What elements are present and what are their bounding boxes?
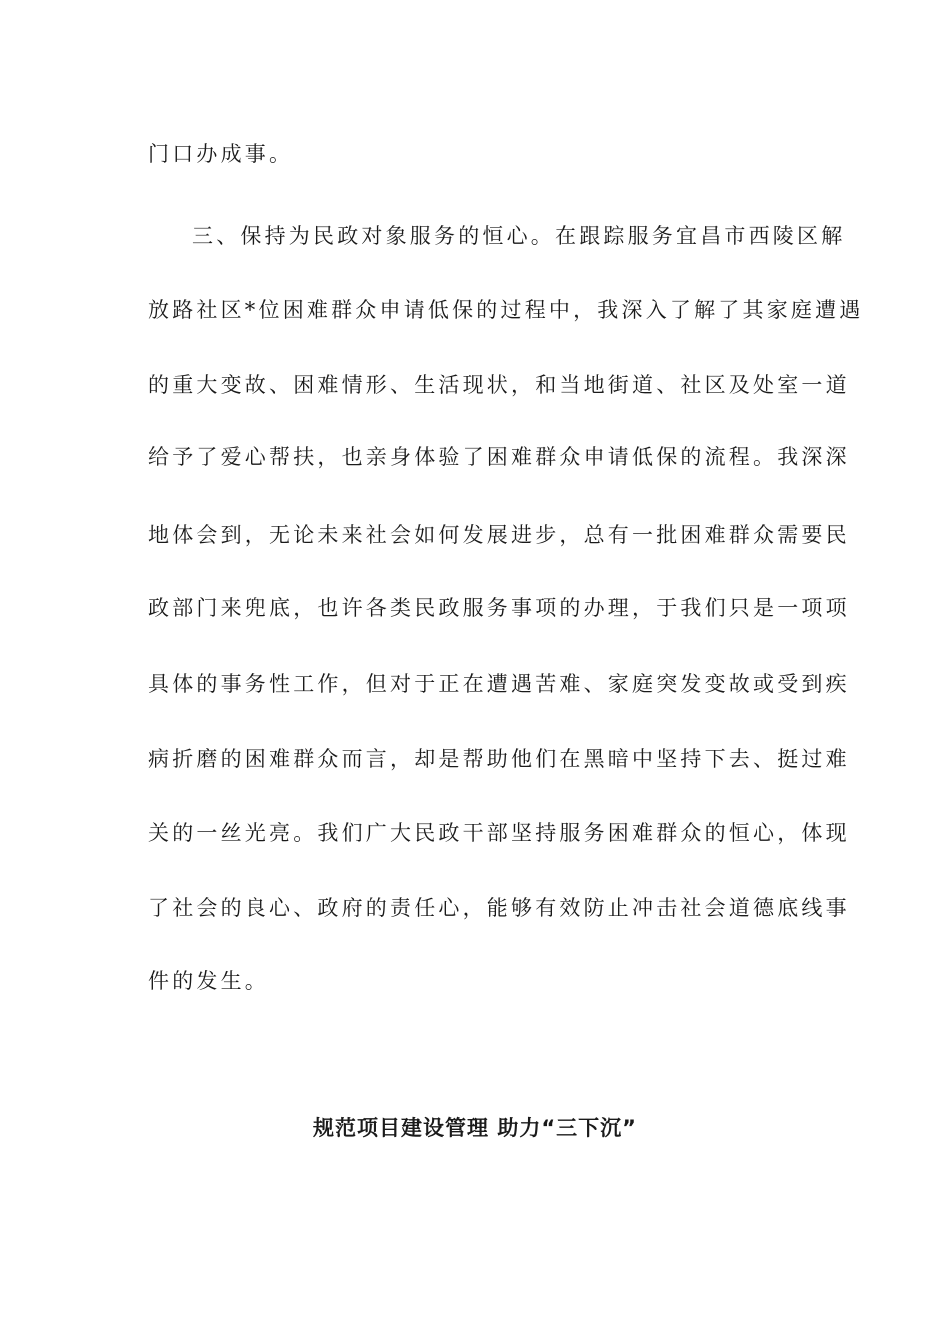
text-line-9: 病折磨的困难群众而言，却是帮助他们在黑暗中坚持下去、挺过难 <box>148 747 850 771</box>
text-line-2: 三、保持为民政对象服务的恒心。在跟踪服务宜昌市西陵区解 <box>192 224 846 248</box>
text-line-10: 关的一丝光亮。我们广大民政干部坚持服务困难群众的恒心，体现 <box>148 821 850 845</box>
text-line-6: 地体会到，无论未来社会如何发展进步，总有一批困难群众需要民 <box>148 523 850 547</box>
text-line-8: 具体的事务性工作，但对于正在遭遇苦难、家庭突发变故或受到疾 <box>148 672 850 696</box>
text-line-5: 给予了爱心帮扶，也亲身体验了困难群众申请低保的流程。我深深 <box>148 445 850 469</box>
text-line-3: 放路社区*位困难群众申请低保的过程中，我深入了解了其家庭遭遇 <box>148 298 864 322</box>
text-line-4: 的重大变故、困难情形、生活现状，和当地街道、社区及处室一道 <box>148 373 850 397</box>
text-line-7: 政部门来兜底，也许各类民政服务事项的办理，于我们只是一项项 <box>148 596 850 620</box>
text-line-1: 门口办成事。 <box>148 142 294 166</box>
text-line-11: 了社会的良心、政府的责任心，能够有效防止冲击社会道德底线事 <box>148 896 850 920</box>
text-line-12: 件的发生。 <box>148 969 269 993</box>
section-heading: 规范项目建设管理 助力“三下沉” <box>313 1116 637 1140</box>
